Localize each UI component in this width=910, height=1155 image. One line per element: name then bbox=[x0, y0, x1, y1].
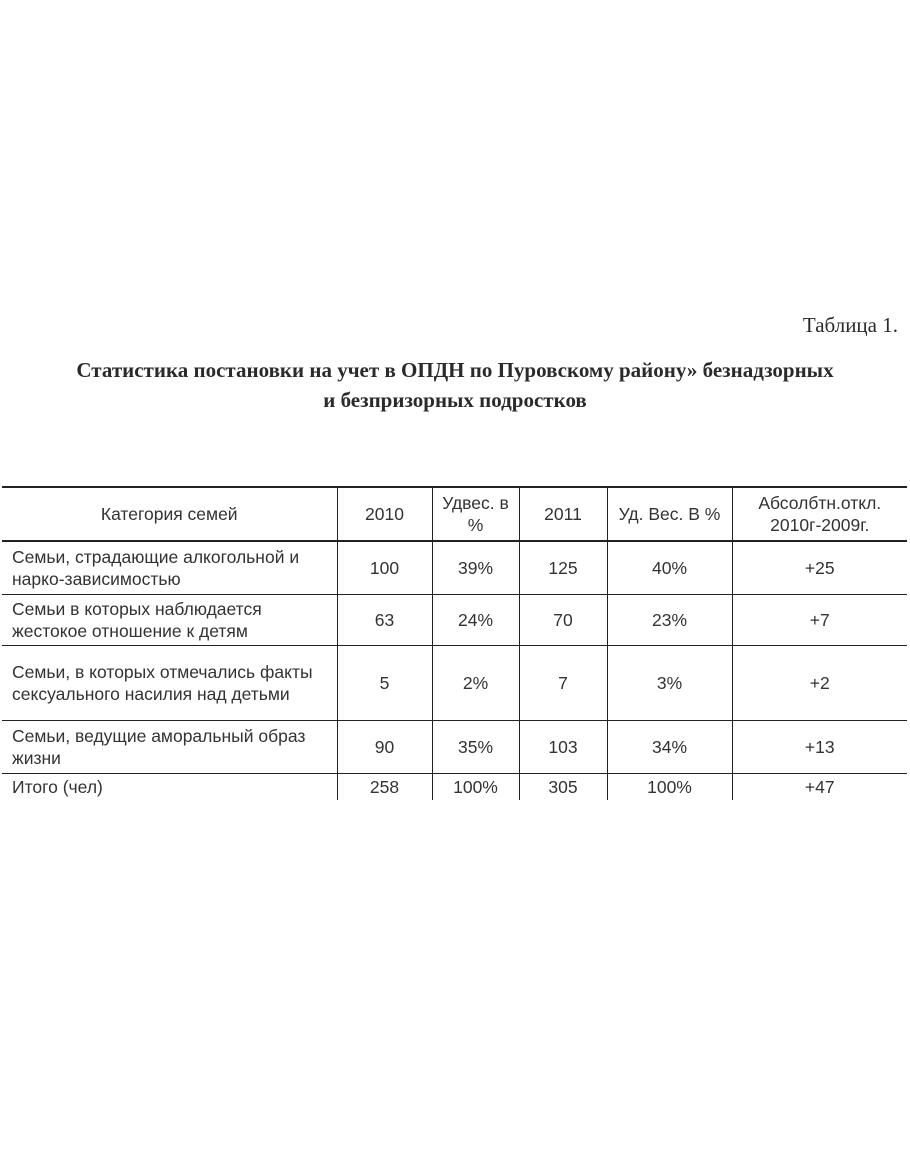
table-title bbox=[0, 355, 910, 415]
cell-2011: 305 bbox=[519, 774, 607, 801]
cell-2010: 5 bbox=[337, 646, 432, 721]
cell-share-2010: 2% bbox=[432, 646, 519, 721]
table-header-row bbox=[2, 487, 907, 541]
table-row bbox=[2, 646, 907, 721]
cell-deviation: +47 bbox=[732, 774, 907, 801]
statistics-table bbox=[2, 486, 907, 800]
cell-deviation: +7 bbox=[732, 595, 907, 646]
cell-2011: 70 bbox=[519, 595, 607, 646]
header-category: Категория семей bbox=[100, 504, 238, 524]
title-line-2: и безпризорных подростков bbox=[323, 388, 587, 412]
row-category: Семьи, страдающие алкогольной и нарко-зависимостью bbox=[12, 547, 300, 589]
cell-2010: 63 bbox=[337, 595, 432, 646]
cell-share-2011: 23% bbox=[607, 595, 732, 646]
cell-2010: 90 bbox=[337, 721, 432, 774]
cell-share-2010: 39% bbox=[432, 541, 519, 595]
row-category: Семьи, ведущие аморальный образ жизни bbox=[12, 726, 306, 768]
header-share-2011: Уд. Вес. В % bbox=[607, 487, 732, 541]
cell-share-2010: 35% bbox=[432, 721, 519, 774]
cell-share-2011: 100% bbox=[607, 774, 732, 801]
row-category: Семьи в которых наблюдается жестокое отношение к детям bbox=[12, 599, 262, 641]
cell-share-2010: 100% bbox=[432, 774, 519, 801]
row-category: Итого (чел) bbox=[12, 777, 103, 797]
cell-2010: 100 bbox=[337, 541, 432, 595]
header-2011: 2011 bbox=[519, 487, 607, 541]
cell-deviation: +2 bbox=[732, 646, 907, 721]
header-share-2010: Удвес. в % bbox=[432, 487, 519, 541]
cell-share-2010: 24% bbox=[432, 595, 519, 646]
cell-share-2011: 40% bbox=[607, 541, 732, 595]
cell-2011: 125 bbox=[519, 541, 607, 595]
statistics-table-container bbox=[2, 486, 907, 800]
cell-deviation: +13 bbox=[732, 721, 907, 774]
header-absolute-deviation: Абсолбтн.откл. 2010г-2009г. bbox=[732, 487, 907, 541]
table-row bbox=[2, 595, 907, 646]
title-line-1: Статистика постановки на учет в ОПДН по Пуровскому району» безнадзорных bbox=[76, 358, 834, 382]
row-category: Семьи, в которых отмечались факты сексуального насилия над детьми bbox=[12, 662, 313, 704]
table-row bbox=[2, 541, 907, 595]
cell-share-2011: 34% bbox=[607, 721, 732, 774]
cell-deviation: +25 bbox=[732, 541, 907, 595]
cell-share-2011: 3% bbox=[607, 646, 732, 721]
header-2010: 2010 bbox=[337, 487, 432, 541]
table-row bbox=[2, 721, 907, 774]
table-total-row bbox=[2, 774, 907, 801]
table-caption: Таблица 1. bbox=[802, 313, 898, 337]
cell-2011: 103 bbox=[519, 721, 607, 774]
cell-2011: 7 bbox=[519, 646, 607, 721]
cell-2010: 258 bbox=[337, 774, 432, 801]
